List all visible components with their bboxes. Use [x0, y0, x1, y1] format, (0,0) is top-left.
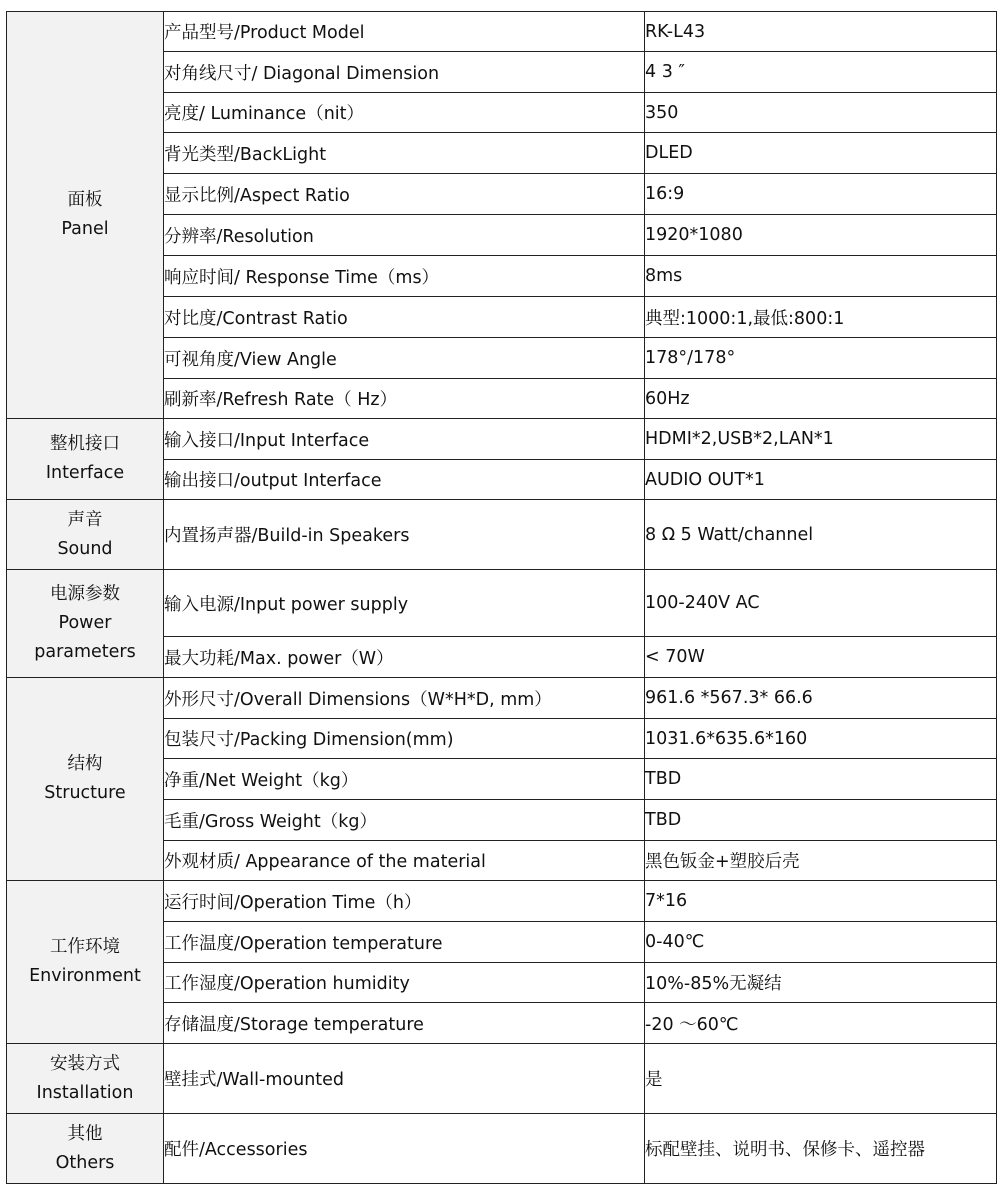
section-label-others: [7, 1114, 164, 1184]
param-cell: 配件/Accessories: [164, 1114, 645, 1184]
value-cell: AUDIO OUT*1: [645, 460, 997, 500]
value-cell: 典型:1000:1,最低:800:1: [645, 297, 997, 338]
section-label-en-2: parameters: [34, 642, 136, 662]
value-cell: 7*16: [645, 881, 997, 922]
section-label-cn: 声音: [67, 509, 103, 530]
spec-table: [6, 11, 997, 1184]
value-cell: 8ms: [645, 256, 997, 297]
param-cell: 外形尺寸/Overall Dimensions（W*H*D, mm）: [164, 678, 645, 719]
value-cell: RK-L43: [645, 12, 997, 52]
value-cell: 60Hz: [645, 379, 997, 419]
value-cell: 1920*1080: [645, 215, 997, 256]
table-row: [7, 678, 997, 719]
section-label-cn: 其他: [67, 1123, 103, 1144]
param-cell: 存储温度/Storage temperature: [164, 1003, 645, 1044]
section-label-cn: 工作环境: [50, 937, 120, 957]
param-cell: 显示比例/Aspect Ratio: [164, 174, 645, 215]
section-label-cn: 结构: [67, 754, 103, 774]
param-cell: 输出接口/output Interface: [164, 460, 645, 500]
param-cell: 净重/Net Weight（kg）: [164, 759, 645, 800]
param-cell: 输入接口/Input Interface: [164, 419, 645, 460]
section-label-power: [7, 570, 164, 678]
value-cell: 100-240V AC: [645, 570, 997, 637]
value-cell: < 70W: [645, 637, 997, 678]
value-cell: 4 3 ″: [645, 52, 997, 93]
value-cell: 0-40℃: [645, 922, 997, 963]
value-cell: 961.6 *567.3* 66.6: [645, 678, 997, 719]
param-cell: 内置扬声器/Build-in Speakers: [164, 500, 645, 570]
section-label-en: Sound: [57, 538, 113, 559]
section-label-cn: 电源参数: [50, 584, 120, 604]
param-cell: 亮度/ Luminance（nit）: [164, 93, 645, 133]
param-cell: 包装尺寸/Packing Dimension(mm): [164, 719, 645, 759]
param-cell: 工作温度/Operation temperature: [164, 922, 645, 963]
section-label-cn: 面板: [67, 190, 103, 210]
param-cell: 壁挂式/Wall-mounted: [164, 1044, 645, 1114]
value-cell: DLED: [645, 133, 997, 174]
param-cell: 毛重/Gross Weight（kg）: [164, 800, 645, 841]
param-cell: 产品型号/Product Model: [164, 12, 645, 52]
value-cell: 16:9: [645, 174, 997, 215]
section-label-interface: [7, 419, 164, 500]
section-label-sound: [7, 500, 164, 570]
value-cell: TBD: [645, 800, 997, 841]
section-label-environment: [7, 881, 164, 1044]
table-row: [7, 1114, 997, 1184]
table-row: [7, 1044, 997, 1114]
table-row: [7, 500, 997, 570]
table-row: [7, 881, 997, 922]
table-row: [7, 12, 997, 52]
param-cell: 刷新率/Refresh Rate（ Hz）: [164, 379, 645, 419]
value-cell: 10%-85%无凝结: [645, 963, 997, 1003]
param-cell: 可视角度/View Angle: [164, 338, 645, 379]
section-label-installation: [7, 1044, 164, 1114]
param-cell: 运行时间/Operation Time（h）: [164, 881, 645, 922]
param-cell: 外观材质/ Appearance of the material: [164, 841, 645, 881]
param-cell: 最大功耗/Max. power（W）: [164, 637, 645, 678]
section-label-en: Interface: [45, 463, 125, 483]
param-cell: 对角线尺寸/ Diagonal Dimension: [164, 52, 645, 93]
section-label-panel: [7, 12, 164, 419]
param-cell: 工作湿度/Operation humidity: [164, 963, 645, 1003]
param-cell: 响应时间/ Response Time（ms）: [164, 256, 645, 297]
section-label-en: Structure: [44, 783, 126, 803]
value-cell: 350: [645, 93, 997, 133]
section-label-cn: 整机接口: [50, 434, 120, 454]
value-cell: 黑色钣金+塑胶后壳: [645, 841, 997, 881]
value-cell: -20 ～60℃: [645, 1003, 997, 1044]
value-cell: 标配壁挂、说明书、保修卡、遥控器: [645, 1114, 997, 1184]
value-cell: 是: [645, 1044, 997, 1114]
section-label-en: Others: [55, 1152, 115, 1173]
section-label-en: Installation: [36, 1082, 134, 1103]
param-cell: 对比度/Contrast Ratio: [164, 297, 645, 338]
value-cell: HDMI*2,USB*2,LAN*1: [645, 419, 997, 460]
value-cell: 178°/178°: [645, 338, 997, 379]
table-row: [7, 419, 997, 460]
section-label-en: Power: [58, 613, 112, 633]
section-label-en: Panel: [61, 219, 109, 239]
section-label-cn: 安装方式: [50, 1053, 120, 1074]
section-label-structure: [7, 678, 164, 881]
param-cell: 分辨率/Resolution: [164, 215, 645, 256]
value-cell: 1031.6*635.6*160: [645, 719, 997, 759]
table-row: [7, 570, 997, 637]
param-cell: 背光类型/BackLight: [164, 133, 645, 174]
param-cell: 输入电源/Input power supply: [164, 570, 645, 637]
value-cell: TBD: [645, 759, 997, 800]
section-label-en: Environment: [29, 966, 141, 986]
value-cell: 8 Ω 5 Watt/channel: [645, 500, 997, 570]
